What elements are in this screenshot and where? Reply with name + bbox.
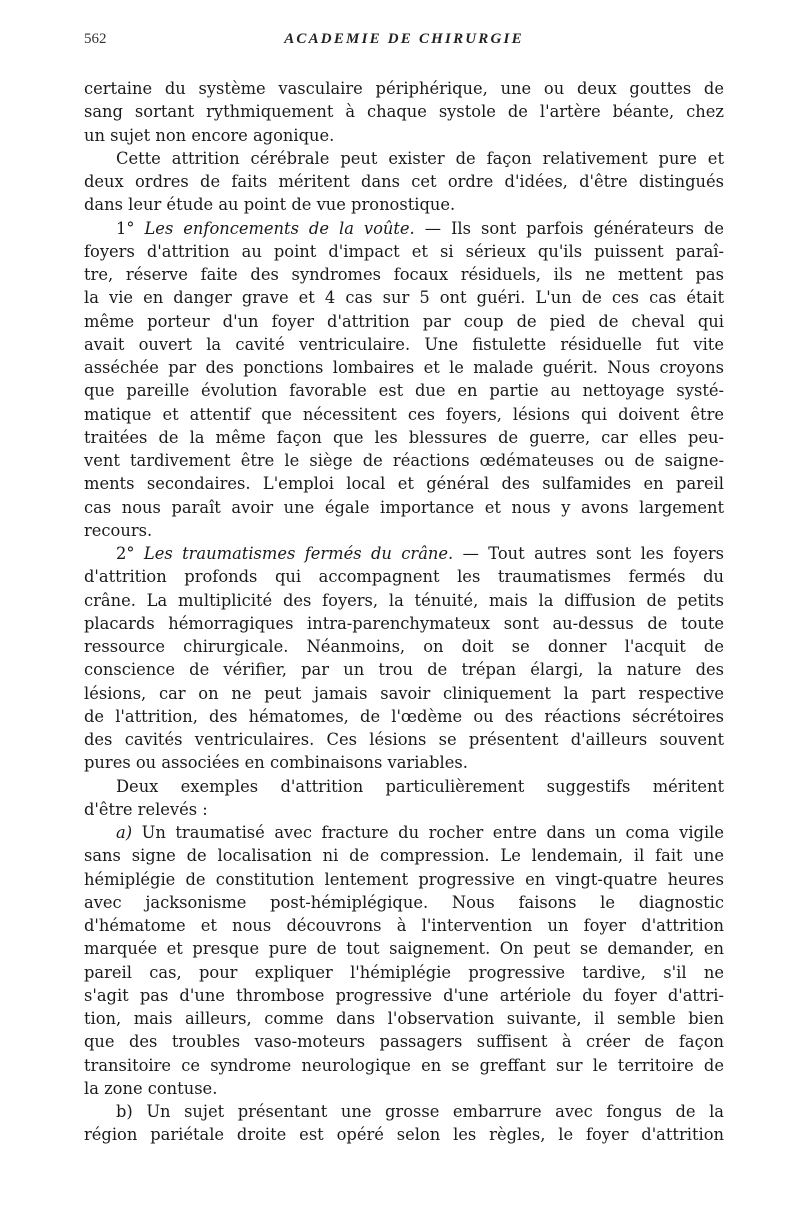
text-line: des cavités ventriculaires. Ces lésions se présentent d'ailleurs souvent bbox=[84, 730, 724, 749]
text-line: s'agit pas d'une thrombose progressive d'une artériole du foyer d'attri- bbox=[84, 985, 724, 1005]
text-line: région pariétale droite est opéré selon les règles, le foyer d'attrition bbox=[84, 1125, 724, 1145]
text-line: d'hématome et nous découvrons à l'intervention un foyer d'attrition bbox=[84, 916, 724, 935]
text-line: la vie en danger grave et 4 cas sur 5 ont guéri. L'un de ces cas était bbox=[84, 288, 724, 308]
text-line: conscience de vérifier, par un trou de trépan élargi, la nature des bbox=[84, 660, 724, 680]
text-line: traitées de la même façon que les blessures de guerre, car elles peu- bbox=[84, 427, 724, 447]
text-line: 2° Les traumatismes fermés du crâne. — Tout autres sont les foyers bbox=[116, 544, 724, 563]
case-marker: a) bbox=[116, 823, 133, 842]
text-line: vent tardivement être le siège de réactions œdémateuses ou de saigne- bbox=[84, 451, 724, 470]
text-line: deux ordres de faits méritent dans cet ordre d'idées, d'être distingués bbox=[84, 172, 724, 191]
text-line: asséchée par des ponctions lombaires et le malade guérit. Nous croyons bbox=[84, 358, 724, 377]
text-line: d'être relevés : bbox=[84, 799, 208, 819]
text-line: dans leur étude au point de vue pronostique. bbox=[84, 195, 456, 215]
text-line: ments secondaires. L'emploi local et général des sulfamides en pareil bbox=[84, 474, 724, 494]
text-line: crâne. La multiplicité des foyers, la ténuité, mais la diffusion de petits bbox=[84, 590, 724, 610]
text-line: a) Un traumatisé avec fracture du rocher entre dans un coma vigile bbox=[116, 823, 724, 842]
text-line: 1° Les enfoncements de la voûte. — Ils sont parfois générateurs de bbox=[116, 218, 724, 238]
text-line: pareil cas, pour expliquer l'hémiplégie progressive tardive, s'il ne bbox=[84, 962, 724, 982]
text-line: que pareille évolution favorable est due en partie au nettoyage systé- bbox=[84, 381, 724, 401]
text-line: lésions, car on ne peut jamais savoir cliniquement la part respective bbox=[84, 683, 724, 703]
text-line: Cette attrition cérébrale peut exister de façon relativement pure et bbox=[116, 148, 724, 168]
text-line: Deux exemples d'attrition particulièrement suggestifs méritent bbox=[116, 776, 724, 796]
text-line: hémiplégie de constitution lentement progressive en vingt-quatre heures bbox=[84, 869, 724, 889]
text-line: cas nous paraît avoir une égale importance et nous y avons largement bbox=[84, 497, 724, 517]
text-line: un sujet non encore agonique. bbox=[84, 125, 335, 145]
page-number: 562 bbox=[84, 31, 107, 47]
text-line: b) Un sujet présentant une grosse embarrure avec fongus de la bbox=[116, 1102, 724, 1121]
text-line: ressource chirurgicale. Néanmoins, on doit se donner l'acquit de bbox=[84, 637, 724, 656]
section-heading: Les enfoncements de la voûte. bbox=[144, 218, 415, 238]
text-line: même porteur d'un foyer d'attrition par coup de pied de cheval qui bbox=[84, 311, 724, 331]
body-text bbox=[84, 77, 724, 1147]
text-line: matique et attentif que nécessitent ces foyers, lésions qui doivent être bbox=[84, 404, 724, 424]
text-line: sans signe de localisation ni de compression. Le lendemain, il fait une bbox=[84, 846, 724, 866]
text-line: transitoire ce syndrome neurologique en se greffant sur le territoire de bbox=[84, 1055, 724, 1075]
text-line: foyers d'attrition au point d'impact et si sérieux qu'ils puissent paraî- bbox=[84, 241, 724, 261]
running-title: ACADEMIE DE CHIRURGIE bbox=[284, 31, 524, 47]
page-header bbox=[84, 31, 724, 55]
text-line: avec jacksonisme post-hémiplégique. Nous faisons le diagnostic bbox=[84, 892, 724, 912]
text-line: recours. bbox=[84, 520, 153, 540]
text-line: tre, réserve faite des syndromes focaux résiduels, ils ne mettent pas bbox=[84, 265, 724, 284]
text-line: tion, mais ailleurs, comme dans l'observation suivante, il semble bien bbox=[84, 1009, 724, 1028]
text-line: la zone contuse. bbox=[84, 1078, 218, 1098]
text-line: que des troubles vaso-moteurs passagers suffisent à créer de façon bbox=[84, 1032, 724, 1052]
text-line: pures ou associées en combinaisons variables. bbox=[84, 753, 468, 773]
text-line: certaine du système vasculaire périphérique, une ou deux gouttes de bbox=[84, 79, 724, 98]
section-heading: Les traumatismes fermés du crâne. bbox=[143, 544, 454, 563]
text-line: sang sortant rythmiquement à chaque systole de l'artère béante, chez bbox=[84, 102, 724, 122]
text-line: avait ouvert la cavité ventriculaire. Une fistulette résiduelle fut vite bbox=[84, 334, 724, 354]
text-line: d'attrition profonds qui accompagnent les traumatismes fermés du bbox=[84, 567, 724, 587]
text-line: placards hémorragiques intra-parenchymateux sont au-dessus de toute bbox=[84, 613, 724, 633]
text-line: marquée et presque pure de tout saignement. On peut se demander, en bbox=[84, 939, 724, 959]
text-line: de l'attrition, des hématomes, de l'œdème ou des réactions sécrétoires bbox=[84, 706, 724, 726]
